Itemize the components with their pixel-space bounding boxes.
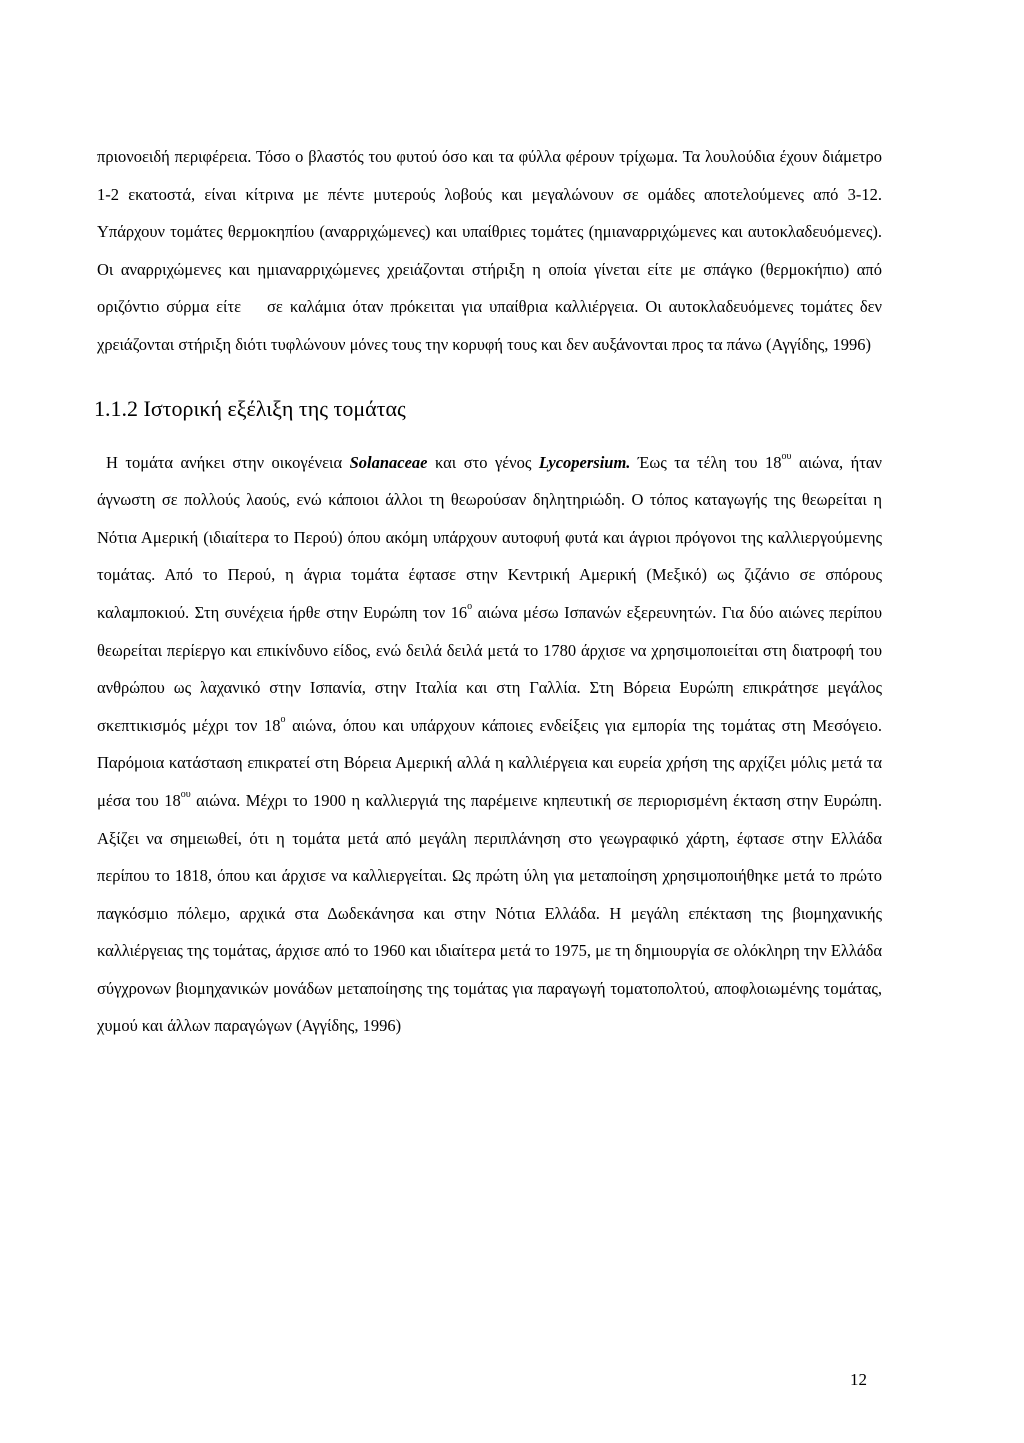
history-text-1: Η τομάτα ανήκει στην οικογένεια bbox=[106, 452, 350, 472]
history-text-3: Έως τα τέλη του 18 bbox=[630, 452, 782, 472]
paragraph-text-part-1: πριονοειδή περιφέρεια. Τόσο ο βλαστός του φυτού όσο και τα φύλλα φέρουν τρίχωμα. Τα λουλούδια έχουν διάμετρο 1-2 εκατοστά, είναι κίτρινα με πέντε μυτερούς λοβούς και μεγαλώνουν σε ομάδες αποτελούμενες από 3-12. Υπάρχουν τομάτες θερμοκηπίου (αναρριχώμενες) και υπαίθριες τομάτες (ημιαναρριχώμενες και αυτοκλαδευόμενες). Οι αναρριχώμενες και ημιαναρριχώμενες χρειάζονται στήριξη η οποία γίνεται είτε με σπάγκο (θερμοκήπιο) από οριζόντιο σύρμα είτε bbox=[97, 147, 882, 317]
ordinal-superscript: ου bbox=[781, 450, 792, 462]
section-title: Ιστορική εξέλιξη της τομάτας bbox=[143, 395, 406, 421]
history-text-4: αιώνα, ήταν άγνωστη σε πολλούς λαούς, ενώ κάποιοι άλλοι τη θεωρούσαν δηλητηριώδη. Ο τόπος καταγωγής της θεωρείται η Νότια Αμερική (ιδιαίτερα το Περού) όπου ακόμη υπάρχουν αυτοφυή φυτά και άγριοι πρόγονοι της καλλιεργούμενης τομάτας. Από το Περού, η άγρια τομάτα έφτασε στην Κεντρική Αμερική (Μεξικό) ως ζιζάνιο σε σπόρους καλαμποκιού. Στη συνέχεια ήρθε στην Ευρώπη τον 16 bbox=[97, 452, 882, 622]
ordinal-superscript: ο bbox=[280, 713, 286, 725]
history-text-5: αιώνα μέσω Ισπανών εξερευνητών. Για δύο αιώνες περίπου θεωρείται περίεργο και επικίνδυνο είδος, ενώ δειλά δειλά μετά το 1780 άρχισε να χρησιμοποιείται στη διατροφή του ανθρώπου ως λαχανικό στην Ισπανία, στην Ιταλία και στη Γαλλία. Στη Βόρεια Ευρώπη επικράτησε μεγάλος σκεπτικισμός μέχρι τον 18 bbox=[97, 602, 882, 735]
paragraph-plant-description bbox=[97, 138, 882, 364]
page-number: 12 bbox=[850, 1370, 867, 1389]
section-heading bbox=[94, 390, 882, 428]
document-body bbox=[94, 138, 883, 1045]
history-text-7: αιώνα. Μέχρι το 1900 η καλλιεργιά της παρέμεινε κηπευτική σε περιορισμένη έκταση στην Ευρώπη. Αξίζει να σημειωθεί, ότι η τομάτα μετά από μεγάλη περιπλάνηση στο γεωγραφικό χάρτη, έφτασε στην Ελλάδα περίπου το 1818, όπου και άρχισε να καλλιεργείται. Ως πρώτη ύλη για μεταποίηση χρησιμοποιήθηκε μετά το πρώτο παγκόσμιο πόλεμο, αρχικά στα Δωδεκάνησα και στην Νότια Ελλάδα. Η μεγάλη επέκταση της βιομηχανικής καλλιέργειας της τομάτας, άρχισε από το 1960 και ιδιαίτερα μετά το 1975, με τη δημιουργία σε ολόκληρη την Ελλάδα σύγχρονων βιομηχανικών μονάδων μεταποίησης της τομάτας για παραγωγή τοματοπολτού, αποφλοιωμένης τομάτας, χυμού και άλλων παραγώγων (Αγγίδης, 1996) bbox=[97, 790, 882, 1036]
paragraph-history bbox=[97, 444, 882, 1046]
ordinal-superscript: ου bbox=[180, 788, 191, 800]
ordinal-superscript: ο bbox=[467, 600, 473, 612]
genus-name: Lycopersium. bbox=[538, 452, 631, 472]
paragraph-text-part-2: σε καλάμια όταν πρόκειται για υπαίθρια καλλιέργεια. Οι αυτοκλαδευόμενες τομάτες δεν χρειάζονται στήριξη διότι τυφλώνουν μόνες τους την κορυφή τους και δεν αυξάνονται προς τα πάνω (Αγγίδης, 1996) bbox=[97, 297, 883, 354]
family-name: Solanaceae bbox=[349, 452, 428, 472]
history-text-6: αιώνα, όπου και υπάρχουν κάποιες ενδείξεις για εμπορία της τομάτας στη Μεσόγειο. Παρόμοια κατάσταση επικρατεί στη Βόρεια Αμερική αλλά η καλλιέργεια και ευρεία χρήση της αρχίζει μόλις μετά τα μέσα του 18 bbox=[97, 715, 882, 810]
section-number: 1.1.2 bbox=[94, 395, 138, 421]
history-text-2: και στο γένος bbox=[427, 452, 539, 472]
